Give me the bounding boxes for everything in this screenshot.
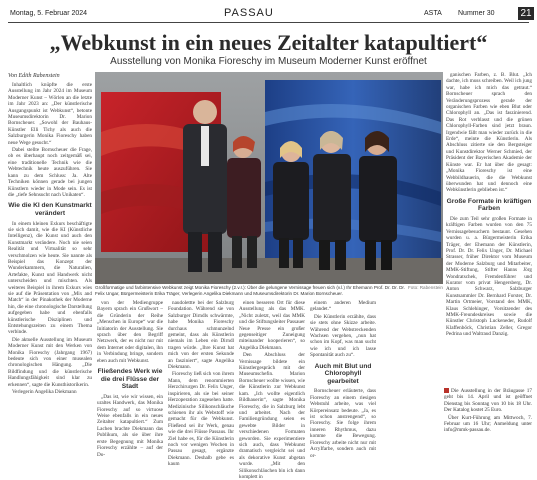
column-4 <box>239 300 305 480</box>
paragraph: Die aktuelle Ausstellung im Museum Moderner Kunst mit den Werken von Monika Fioreschy (Jahrgang 1967) bedeute sich von einer musealen chronologischen Hängung. „Die Bildfindung und die künstlerische Handlungsfähigkeit sind klar zu erkennen“, sagte die Kunsthistorikerin. <box>8 336 92 388</box>
paragraph: einen besseren Ort für diese Ausstellung als das MMK. „Nicht zuletzt, weil das MMK und die Stiftungsleiter Passauer Neue Presse ein großer gegenseitiger Zuneigung miteinander kooperieren“, so Angelika Diekmann. <box>239 300 305 351</box>
info-paragraph: Über Kurt-Führung am Mittwoch, 7. Februar um 16 Uhr; Anmeldung unter info@mmk-passau.de. <box>444 414 532 434</box>
photo-credit: Foto: Rabenstein <box>408 285 443 290</box>
column-6 <box>446 72 532 339</box>
paragraph: In einem kleinen Exkurs beschäftigte sie sich damit, wie die KI (Künstliche Intelligenz), die Kunst und auch den Kunstmarkt verändere. Noch nie seien Realität und Virtualität so sehr verschmolzen wie heute. Sie nannte als Beispiel das Konzept der Wunderkammern, die Naturalien, Artefakte, Kunst und Handwerk nicht unterscheiden und mischten. Als weiteres Beispiel in ihrem Exkurs wies sie auf die Präsentation von „Mix and Match“ in der Pinakothek der Moderne hin, die eine chronologische Darstellung aufgegeben habe und ebenfalls künstlerische Disziplinen und Entstehungszeiten zu einem Thema verbinde. <box>8 220 92 336</box>
paragraph: naudolettte bei der Salzburg Foundation. Während sie von Salzburger Dirndls schwärmte, habe Monika Fioreschy durchaus schmunzelnd gemeint, dass als Künstlerin niemals im Leben ein Dirndl tragen würde. „Ihre Kunst hat mich von der ersten Sekunde an fasziniert“, sagte Angelika Diekmann. <box>168 300 234 371</box>
paragraph: einem anderen Medium gelandet.“ <box>310 300 376 313</box>
paragraph: Die zum Teil sehr großen Formate in kräftigen Farben wurden von den 75 Vernissagebesuchern bestaunt. Gesehen wurden u. a. Bürgermeisterin Erika Träger, der Ehemann der Künstlerin, Prof. Dr. Dr. Felix Unger, Dr. Michael Strasser, früher Direktor vom Museum der Moderne Salzburg und Mitarbeiter, MMK-Stiftung, Stifter Hanns Jörg Wondratschek, Fremdenführer und Kurator vom privat Hengersberg, Dr. Anton Schwarz, Salzburger Kunstsammler Dr. Bernhard Forster, Dr. Martin Ortmeier, Vorstand des MMK, Klaus Schlehinger, Vorsitzender des MMK-Freundeskreises sowie die Künstler Christoph Luckeneder, Rudolf Klaffenböck, Christian Zeller, Gregor Pedrina und Waltraud Danzig. <box>446 215 532 338</box>
paragraph: von der Mediengruppe Bayern sprach ein Grußwort – die Gründerin der Reihe „Menschen in Europe“ war die Initiatorin der Ausstellung. Sie sprach über den Begriff Netzwerk, der es nicht nur mit dem Internet oder digitalen, ihn in Verbindung bringe, sondern eben auch mit Webkunst. <box>97 300 163 364</box>
info-text: Die Ausstellung in der Bräugasse 17 geht bis 14. April und ist geöffnet Dienstag bis Sonntag von 10 bis 18 Uhr. Der Katalog kostet 25 Euro. <box>444 388 532 414</box>
masthead <box>6 6 531 20</box>
issue-number: Nummer 30 <box>458 10 495 17</box>
caption-text: Großformatige und farbintensive Webkunst zeigt Monika Fioreschy (2.v.r.): Über die gelungene Vernissage freuen sich (v.l.) Ihr Ehemann Prof. Dr. Dr. Dr. Felix Ungar, Bürgermeisterin Erika Träger, Verlegerin Angelika Diekmann und Museumsdirektorin Dr. Marion Bornscheuer. <box>95 285 405 296</box>
paragraph: Inhaltlich knüpfte die erste Ausstellung im Jahr 2024 im Museum Moderner Kunst – Wörlen an die letzte im Jahr 2023 an: „Der künstlerische Ausgangspunkt ist Webkunst“, betonte Museumsdirektorin Dr. Marion Bornscheuer. „Sowohl der Bauhaus-Künstler Elli Tichy als auch die Salzburgerin Monika Fioreschy haben neue Wege gesucht.“ <box>8 82 92 146</box>
column-5 <box>310 300 376 458</box>
author-line: Von Edith Rabenstein <box>8 73 60 79</box>
column-6-subhead: Große Formate in kräftigen Farben <box>446 197 532 213</box>
masthead-divider <box>8 22 529 23</box>
article-subheadline: Ausstellung von Monika Fioreschy im Museum Moderner Kunst eröffnet <box>110 56 427 67</box>
exhibition-info-box <box>444 388 532 435</box>
info-marker-icon <box>444 388 449 393</box>
column-2 <box>97 300 163 458</box>
issue-date: Montag, 5. Februar 2024 <box>10 10 88 17</box>
photo-illustration <box>95 72 443 284</box>
paragraph: Die Künstlerin erzählte, dass sie stets ohne Skizze arbeite. Während der Webstreckenden Wachsen vergehen, „nun hat schon im Kopf, was man sucht wie ich und ich lasse Spontanität auch zu“. <box>310 313 376 359</box>
column-3 <box>168 300 234 468</box>
article-headline: „Webkunst in ein neues Zeitalter katapultiert“ <box>49 30 488 55</box>
paragraph: Fioreschy ließ sich von ihrem Mann, dem renommierten Herzchirurgen Dr. Felix Unger, inspirieren, als sie bei seiner Herzoperation zugesehen hatte. Medizinische Silikonschläuche schienen ihr als Webstoff wie gemacht für die Webkunst. Fließend sei ihr Werk, genau wie die drei Flüsse Passaus. Ihr Ziel habe es, für die Künstlerin noch vor wenigen Wochen in Passau gesagt, ergänzte Diekmann. Deshalb gebe es kaum <box>168 371 234 468</box>
page-number-badge: 21 <box>518 7 534 20</box>
paragraph: Bornscheuer erläuterte, dass Fioreschy an einem riesigen Webstuhl arbeite, was viel Körpereinsatz bedeute. „Ja, es ist schon anstrengend“, so Fioreschy. Sie folge ihrem inneren Rhythmus, dazu komme die Bewegung. Fioreschy arbeite nicht nur mit AcryIfarbe, sondern auch mit or- <box>310 388 376 459</box>
column-2-subhead: Fließendes Werk wie die drei Flüsse der Stadt <box>97 368 163 391</box>
section-title: PASSAU <box>224 7 274 19</box>
paragraph: Dabei stellte Bornscheuer die Frage, ob es überhaupt noch zeitgemäß sei, eine traditionelle Technik wie die Webtechnik heute auszuführen. Sie kann zu dem Schluss: Ja. Alte Techniken können gerade bei jungen Künstlern wieder in Mode sein. Es ist die „tiefe Sehnsucht nach Unikaten“. <box>8 147 92 198</box>
column-1-subhead: Wie die KI den Kunstmarkt verändert <box>8 202 92 217</box>
paragraph: Verlegerin Angelika Diekmann <box>12 389 77 396</box>
photo-caption <box>95 285 443 296</box>
paragraph: ganischen Farben, z. B. Blut. „Ich dachte, ich muss schreiben. Weil ich jung war, habe ich mich das getraut.“ Bornscheuer sprach den Veränderungsprozess gerade der organischen Farben wie eben Blut oder Chlorophyll an. „Das ist faszinierend. Das Rot verblasst und die grünen Chlorophyll-Farben sind jetzt braun. Irgendwie fällt man wieder zurück in die Erde“, meinte die Künstlerin. Als Abschluss zitierte sie den Bergsteiger und Kunstdirektor Werner Schmied, der Präsident der Bayerischen Akademie der Künste war. Er hat über die gesagt: „Monika Fioreschy ist eine Webbildhauerin, die die Webkunst überwunden hat und dennoch eine Webkünstlerin geblieben ist.“ <box>446 72 532 194</box>
publication-name: ASTA <box>424 10 442 17</box>
info-paragraph <box>444 388 532 414</box>
article-photo <box>95 72 443 284</box>
paragraph: „Das ist, wie wir wissen, ein uraltes Handwerk, das Monika Fioreschy auf so virtuose Weise ebenfalls in ein neues Zeitalter katapultiert.“ Zum Lachen brachte Diekmann das Publikum, als sie über ihre erste Begegnung mit Monika Fioreschy erzählte – auf der Do- <box>97 393 163 458</box>
column-5-subhead: Auch mit Blut und Chlorophyll gearbeitet <box>314 362 372 385</box>
column-1 <box>8 82 92 396</box>
paragraph: Den Abschluss der Vernissage bildete ein Künstlergespräch mit der Museumschefin. Marion Bornscheuer wollte wissen, wie die Künstlerin zur Webkunst kam. „Ich wollte eigentlich Bildhauerin“, sagte Monika Fioreschy, die in Salzburg lebt und arbeitet. Nach der Familiengründung seien es gewebte Bilder in verschiedenen Formaten geworden. Sie experimentiere sich auch, dass Webkunst dramatisch vergleicht sei und als dekorative Kunst abgetan wurde. „Mit den Silikonschläuchen bin ich dann komplett in <box>239 352 305 480</box>
